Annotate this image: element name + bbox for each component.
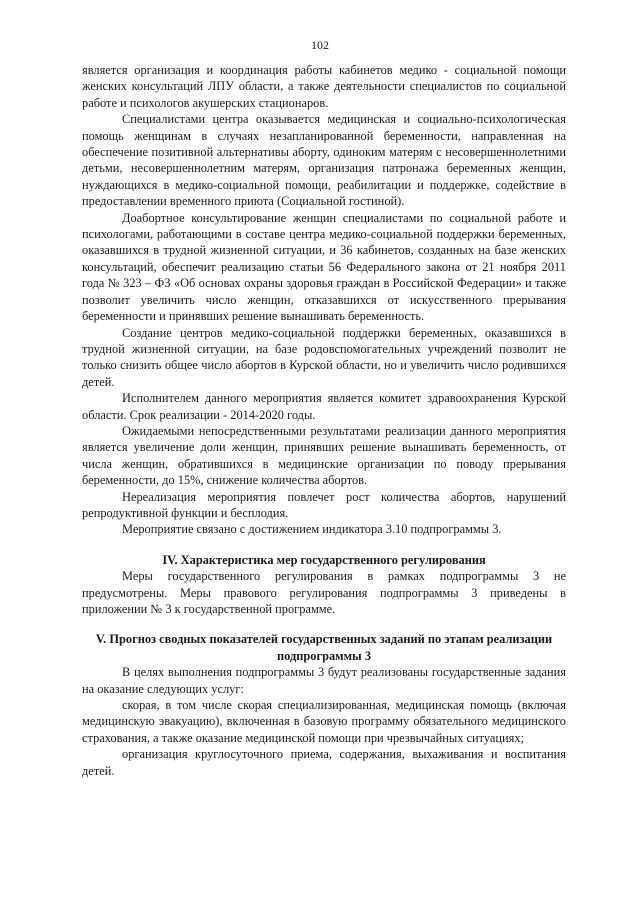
paragraph: является организация и координация работы кабинетов медико - социальной помощи женских консультаций ЛПУ области, а также деятельности специалистов по социальной работе и психологов акушерских стационаров. (82, 63, 566, 110)
document-body (82, 62, 566, 779)
section-heading: V. Прогноз сводных показателей государственных заданий по этапам реализации подпрограммы 3 (95, 632, 553, 663)
paragraph: Нереализация мероприятия повлечет рост количества абортов, нарушений репродуктивной функции и бесплодия. (82, 489, 566, 520)
paragraph: Ожидаемыми непосредственными результатами реализации данного мероприятия является увеличение доли женщин, принявших решение вынашивать беременность, от числа женщин, обратившихся в медицинские организации по поводу прерывания беременности, до 15%, снижение количества абортов. (82, 423, 566, 488)
paragraph: Мероприятие связано с достижением индикатора 3.10 подпрограммы 3. (122, 522, 502, 537)
section-spacer (82, 617, 566, 631)
paragraph: Меры государственного регулирования в рамках подпрограммы 3 не предусмотрены. Меры правового регулирования подпрограммы 3 приведены в приложении № 3 к государственной программе. (82, 569, 566, 616)
paragraph: В целях выполнения подпрограммы 3 будут реализованы государственные задания на оказание следующих услуг: (82, 665, 566, 696)
paragraph: скорая, в том числе скорая специализированная, медицинская помощь (включая медицинскую эвакуацию), включенная в базовую программу обязательного медицинского страхования, а также оказание медицинской помощи при чрезвычайных ситуациях; (82, 698, 566, 745)
paragraph: Исполнителем данного мероприятия является комитет здравоохранения Курской области. Срок реализации - 2014-2020 годы. (82, 391, 566, 422)
section-heading: IV. Характеристика мер государственного регулирования (162, 552, 486, 567)
paragraph: организация круглосуточного приема, содержания, выхаживания и воспитания детей. (82, 747, 566, 778)
section-spacer (82, 538, 566, 552)
paragraph: Создание центров медико-социальной поддержки беременных, оказавшихся в трудной жизненной ситуации, на базе родовспомогательных учреждений позволит не только снизить общее число абортов в Курской области, но и увеличить число родившихся детей. (82, 325, 566, 389)
paragraph: Специалистами центра оказывается медицинская и социально-психологическая помощь женщинам в случаях незапланированной беременности, направленная на обеспечение позитивной альтернативы аборту, одиноким матерям с несовершеннолетними детьми, несовершеннолетним матерям, организация патронажа беременных женщин, нуждающихся в медико-социальной помощи, реабилитации и поддержке, содействие в предоставлении временного приюта (Социальной гостиной). (82, 112, 566, 209)
paragraph: Доабортное консультирование женщин специалистами по социальной работе и психологами, работающими в составе центра медико-социальной поддержки беременных, оказавшихся в трудной жизненной ситуации, и 36 кабинетов, созданных на базе женских консультаций, обеспечит реализацию статьи 56 Федерального закона от 21 ноября 2011 года № 323 – ФЗ «Об основах охраны здоровья граждан в Российской Федерации» и также позволит увеличить число женщин, отказавшихся от искусственного прерывания беременности и принявших решение вынашивать беременность. (82, 210, 566, 324)
page-number: 102 (311, 38, 329, 52)
